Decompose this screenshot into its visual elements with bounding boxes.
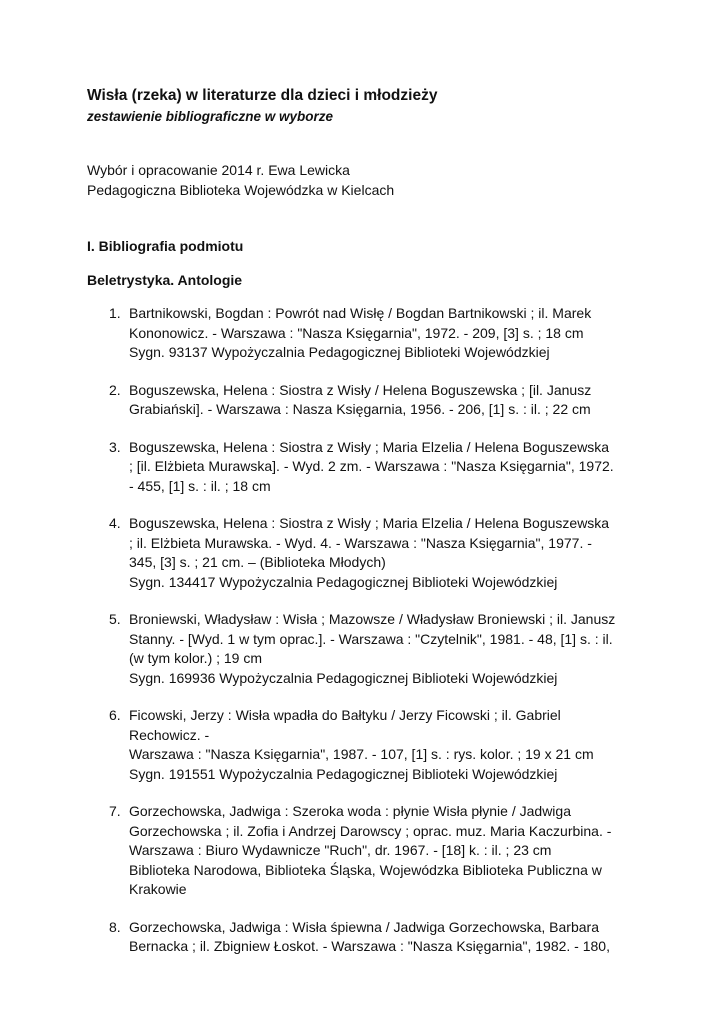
entry-number: 7.: [109, 803, 121, 819]
entry-text-line: Krakowie: [129, 881, 187, 897]
list-item: [87, 304, 647, 363]
entry-text-line: 345, [3] s. ; 21 cm. – (Biblioteka Młodych): [129, 554, 386, 570]
entry-number: 3.: [109, 438, 121, 455]
list-item: [87, 918, 647, 957]
list-item: [87, 802, 647, 900]
entry-text-line: - 455, [1] s. : il. ; 18 cm: [129, 477, 271, 494]
document-page: [87, 86, 647, 975]
document-subtitle: zestawienie bibliograficzne w wyborze: [87, 109, 334, 124]
entry-text-line: Boguszewska, Helena : Siostra z Wisły ; Maria Elzelia / Helena Boguszewska: [129, 438, 610, 455]
entry-text-line: Grabiański]. - Warszawa : Nasza Księgarnia, 1956. - 206, [1] s. : il. ; 22 cm: [129, 401, 591, 417]
entry-text-line: Kononowicz. - Warszawa : "Nasza Księgarnia", 1972. - 209, [3] s. ; 18 cm: [129, 324, 584, 341]
bibliography-list: [87, 304, 647, 957]
document-meta: [87, 160, 647, 200]
entry-text-line: Ficowski, Jerzy : Wisła wpadła do Bałtyku / Jerzy Ficowski ; il. Gabriel: [129, 707, 561, 723]
entry-text-line: Sygn. 93137 Wypożyczalnia Pedagogicznej Biblioteki Wojewódzkiej: [129, 344, 550, 360]
section-heading: I. Bibliografia podmiotu: [87, 238, 244, 254]
entry-text-line: Gorzechowska ; il. Zofia i Andrzej Darowscy ; oprac. muz. Maria Kaczurbina. -: [129, 822, 612, 839]
institution-line: Pedagogiczna Biblioteka Wojewódzka w Kielcach: [87, 182, 395, 198]
entry-text-line: Gorzechowska, Jadwiga : Wisła śpiewna / Jadwiga Gorzechowska, Barbara: [129, 918, 599, 935]
entry-text-line: Sygn. 134417 Wypożyczalnia Pedagogicznej Biblioteki Wojewódzkiej: [129, 573, 558, 590]
entry-text-line: Bernacka ; il. Zbigniew Łoskot. - Warszawa : "Nasza Księgarnia", 1982. - 180,: [129, 938, 610, 954]
entry-number: 1.: [109, 305, 121, 321]
entry-number: 2.: [109, 381, 121, 398]
entry-text-line: Biblioteka Narodowa, Biblioteka Śląska, Wojewódzka Biblioteka Publiczna w: [129, 861, 602, 878]
entry-text-line: Rechowicz. -: [129, 726, 210, 743]
entry-text-line: ; [il. Elżbieta Murawska]. - Wyd. 2 zm. - Warszawa : "Nasza Księgarnia", 1972.: [129, 458, 614, 474]
entry-text-line: Sygn. 169936 Wypożyczalnia Pedagogicznej Biblioteki Wojewódzkiej: [129, 669, 558, 686]
entry-text-line: Warszawa : "Nasza Księgarnia", 1987. - 107, [1] s. : rys. kolor. ; 19 x 21 cm: [129, 746, 594, 762]
entry-text-line: Bartnikowski, Bogdan : Powrót nad Wisłę / Bogdan Bartnikowski ; il. Marek: [129, 305, 592, 321]
entry-number: 5.: [109, 611, 121, 627]
list-item: [87, 514, 647, 592]
entry-text-line: Boguszewska, Helena : Siostra z Wisły / Helena Boguszewska ; [il. Janusz: [129, 381, 592, 398]
entry-number: 8.: [109, 918, 121, 935]
entry-text-line: Stanny. - [Wyd. 1 w tym oprac.]. - Warszawa : "Czytelnik", 1981. - 48, [1] s. : il.: [129, 630, 613, 647]
entry-text-line: Sygn. 191551 Wypożyczalnia Pedagogicznej Biblioteki Wojewódzkiej: [129, 765, 558, 782]
entry-number: 6.: [109, 707, 121, 723]
document-title: Wisła (rzeka) w literaturze dla dzieci i młodzieży: [87, 87, 438, 104]
list-item: [87, 610, 647, 688]
entry-text-line: Broniewski, Władysław : Wisła ; Mazowsze / Władysław Broniewski ; il. Janusz: [129, 611, 616, 627]
subsection-heading: Beletrystyka. Antologie: [87, 272, 243, 288]
entry-text-line: Boguszewska, Helena : Siostra z Wisły ; Maria Elzelia / Helena Boguszewska: [129, 515, 610, 531]
author-line: Wybór i opracowanie 2014 r. Ewa Lewicka: [87, 162, 350, 178]
entry-text-line: Warszawa : Biuro Wydawnicze "Ruch", dr. 1967. - [18] k. : il. ; 23 cm: [129, 842, 552, 858]
list-item: [87, 438, 647, 497]
entry-text-line: ; il. Elżbieta Murawska. - Wyd. 4. - Warszawa : "Nasza Księgarnia", 1977. -: [129, 534, 592, 551]
list-item: [87, 381, 647, 420]
entry-text-line: (w tym kolor.) ; 19 cm: [129, 650, 263, 666]
entry-number: 4.: [109, 515, 121, 531]
entry-text-line: Gorzechowska, Jadwiga : Szeroka woda : płynie Wisła płynie / Jadwiga: [129, 803, 571, 819]
list-item: [87, 706, 647, 784]
